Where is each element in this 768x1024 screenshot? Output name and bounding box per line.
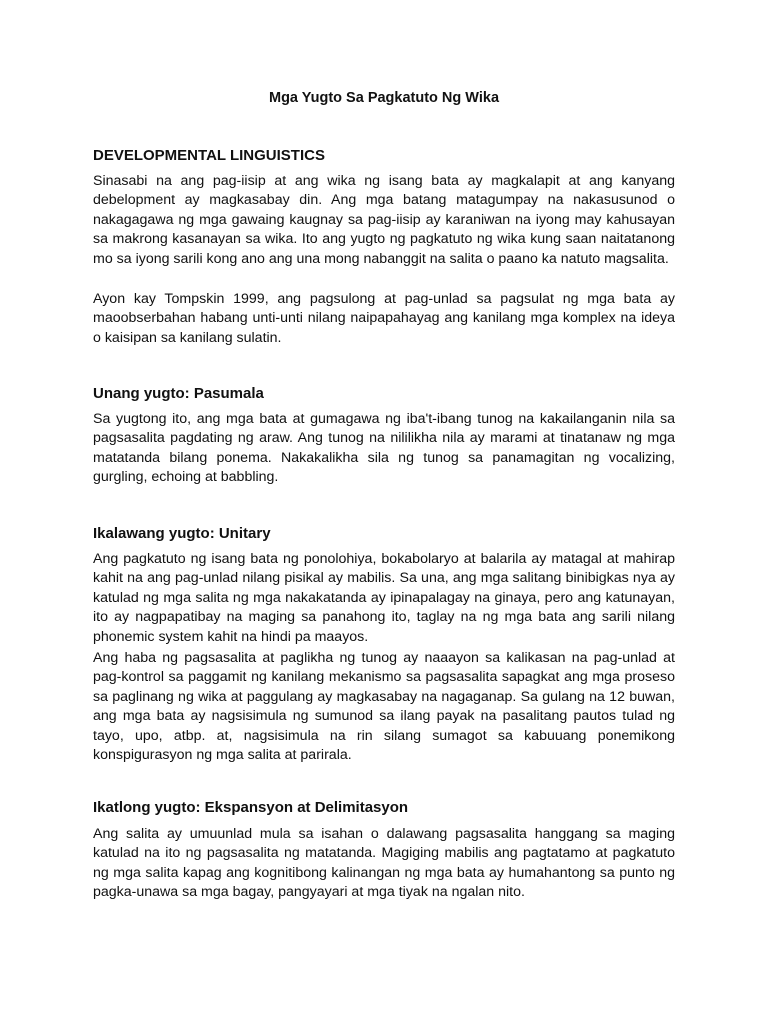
section-heading-ikatlong-yugto: Ikatlong yugto: Ekspansyon at Delimitasyon bbox=[93, 799, 409, 816]
section-heading-developmental-linguistics: DEVELOPMENTAL LINGUISTICS bbox=[93, 147, 325, 164]
section-heading-ikalawang-yugto: Ikalawang yugto: Unitary bbox=[93, 525, 271, 542]
paragraph-developmental-1: Sinasabi na ang pag-iisip at ang wika ng isang bata ay magkalapit at ang kanyang debelopment ay magkasabay din. Ang mga batang matagumpay na nakasusunod o nakagagawa ng mga gawaing kaugnay sa pag-iisip ay karaniwan na iyong may kahusayan sa makrong kasanayan sa wika. Ito ang yugto ng pagkatuto ng wika kung saan naitatanong mo sa iyong sarili kong ano ang una mong nabanggit na salita o paano ka natuto magsalita. bbox=[93, 173, 675, 267]
paragraph-unang-yugto-1: Sa yugtong ito, ang mga bata at gumagawa ng iba't-ibang tunog na kakailanganin nila sa pagsasalita pagdating ng araw. Ang tunog na nililikha nila ay marami at tinatanaw ng mga matatanda bilang ponema. Nakakalikha sila ng tunog sa panamagitan ng vocalizing, gurgling, echoing at babbling. bbox=[93, 411, 675, 486]
paragraph-ikalawang-yugto-1: Ang pagkatuto ng isang bata ng ponolohiya, bokabolaryo at balarila ay matagal at mahirap kahit na ang pag-unlad nilang pisikal ay mabilis. Sa una, ang mga salitang binibigkas nya ay katulad ng mga salita ng mga nakakatanda ay ipinapalagay na ginaya, pero ang katunayan, ito ay nagpapatibay na maging sa panahong ito, taglay na ng mga bata ang sarili nilang phonemic system kahit na hindi pa maayos. bbox=[93, 551, 675, 645]
document-title: Mga Yugto Sa Pagkatuto Ng Wika bbox=[268, 90, 500, 106]
document-page bbox=[93, 0, 675, 1024]
paragraph-ikalawang-yugto-2: Ang haba ng pagsasalita at paglikha ng tunog ay naaayon sa kalikasan na pag-unlad at pag-kontrol sa paggamit ng kanilang mekanismo sa pagsasalita sapagkat ang mga proseso sa paglinang ng wika at paggulang ay magkasabay na nagaganap. Sa gulang na 12 buwan, ang mga bata ay nagsisimula ng sumunod sa ilang payak na pasalitang pautos tulad ng tayo, upo, atbp. at, nagsisimula na rin silang sumagot sa kabuuang ponemikong konspigurasyon ng mga salita at parirala. bbox=[93, 650, 675, 764]
section-heading-unang-yugto: Unang yugto: Pasumala bbox=[93, 385, 264, 402]
paragraph-developmental-2: Ayon kay Tompskin 1999, ang pagsulong at pag-unlad sa pagsulat ng mga bata ay maoobserbahan habang unti-unti nilang naipapahayag ang kanilang mga komplex na ideya o kaisipan sa kanilang sulatin. bbox=[93, 291, 675, 346]
paragraph-ikatlong-yugto-1: Ang salita ay umuunlad mula sa isahan o dalawang pagsasalita hanggang sa maging katulad na ito ng pagsasalita ng matatanda. Magiging mabilis ang pagtatamo at pagkatuto ng mga salita kapag ang kognitibong kalinangan ng mga bata ay humahantong sa punto ng pagka-unawa sa mga bagay, pangyayari at mga tiyak na ngalan nito. bbox=[93, 826, 675, 901]
